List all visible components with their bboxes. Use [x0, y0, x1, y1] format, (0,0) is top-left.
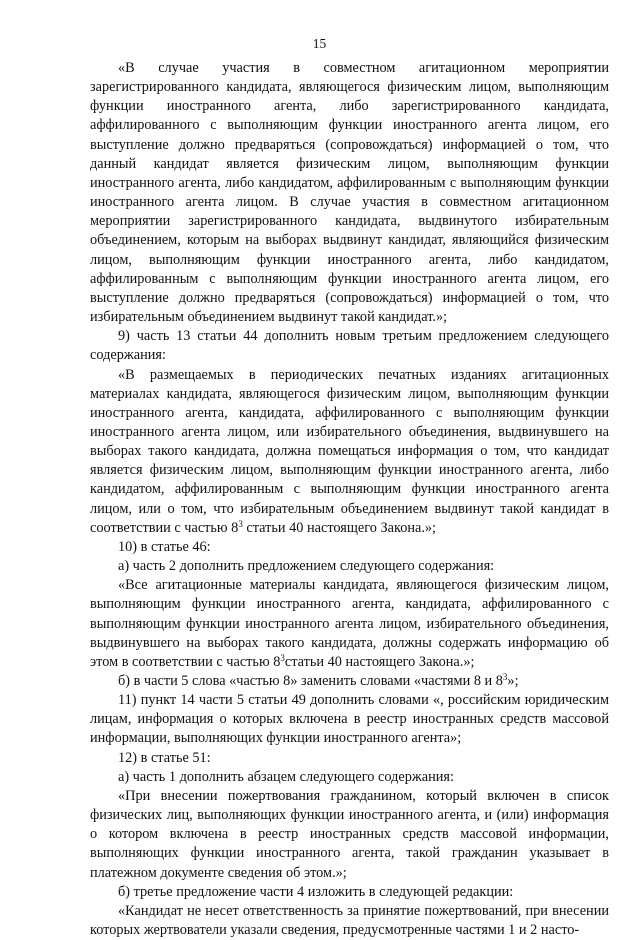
paragraph-item-11: 11) пункт 14 части 5 статьи 49 дополнить словами «, российским юридическим лицам, информация о которых включена в реестр иностранных средств массовой информации, выполняющих функции иностранного агента»;: [90, 692, 609, 747]
document-body: [90, 59, 609, 940]
superscript: 3: [280, 652, 285, 663]
page-number: 15: [312, 36, 327, 51]
paragraph-agitation-event: «В случае участия в совместном агитационном мероприятии зарегистрированного кандидата, являющегося физическим лицом, выполняющим функции иностранного агента, либо зарегистрированного кандидата, аффилированного с выполняющим функции иностранного агента лицом, его выступление должно предваряться (сопровождаться) информацией о том, что данный кандидат является физическим лицом, выполняющим функции иностранного агента, либо кандидатом, аффилированным с выполняющим функции иностранного агента лицом. В случае участия в совместном агитационном мероприятии зарегистрированного кандидата, выдвинутого избирательным объединением, которым на выборах выдвинут кандидат, являющийся физическим лицом, выполняющим функции иностранного агента, либо кандидатом, аффилированным с выполняющим функции иностранного агента лицом, его выступление должно предваряться (сопровождаться) информацией о том, что избирательным объединением выдвинут такой кандидат.»;: [90, 60, 609, 326]
paragraph-responsibility: «Кандидат не несет ответственность за принятие пожертвований, при внесении которых жертвователи указали сведения, предусмотренные частями 1 и 2 насто-: [90, 902, 609, 939]
superscript: 3: [238, 518, 243, 529]
paragraph-donation: «При внесении пожертвования гражданином, который включен в список физических лиц, выполняющих функции иностранного агента, и (или) информация о котором включена в реестр иностранных средств массовой информации, выполняющих функции иностранного агента, такой гражданин указывает в платежном документе сведения об этом.»;: [90, 787, 609, 881]
paragraph-item-12b: б) третье предложение части 4 изложить в следующей редакции:: [118, 883, 514, 900]
paragraph-item-10b: б) в части 5 слова «частью 8» заменить словами «частями 8 и $8^3$»;: [118, 672, 519, 689]
superscript: 3: [502, 672, 508, 682]
paragraph-item-10a: а) часть 2 дополнить предложением следующего содержания:: [118, 558, 495, 575]
paragraph-item-10: 10) в статье 46:: [118, 538, 211, 555]
paragraph-all-materials: «Все агитационные материалы кандидата, являющегося физическим лицом, выполняющим функции иностранного агента, кандидата, аффилированного с выполняющим функции иностранного агента лицом, избирательного объединения, выдвинувшего на выборах такого кандидата, должны содержать информацию об этом в соответствии с частью $8^3статьи$ 40 настоящего Закона.»;: [90, 577, 609, 670]
paragraph-item-12: 12) в статье 51:: [118, 749, 211, 766]
paragraph-periodicals: «В размещаемых в периодических печатных изданиях агитационных материалах кандидата, являющегося физическим лицом, выполняющим функции иностранного агента, кандидата, аффилированного с выполняющим функции иностранного агента лицом, или избирательного объединения, выдвинувшего на выборах такого кандидата, должна помещаться информация о том, что кандидат является физическим лицом, выполняющим функции иностранного агента, либо кандидатом, аффилированным с выполняющим функции иностранного агента лицом, или о том, что избирательным объединением выдвинут такой кандидат в соответствии с частью $8^3$ статьи 40 настоящего Закона.»;: [90, 366, 609, 536]
paragraph-item-9: 9) часть 13 статьи 44 дополнить новым третьим предложением следующего содержания:: [90, 328, 609, 364]
paragraph-item-12a: а) часть 1 дополнить абзацем следующего содержания:: [118, 768, 454, 785]
